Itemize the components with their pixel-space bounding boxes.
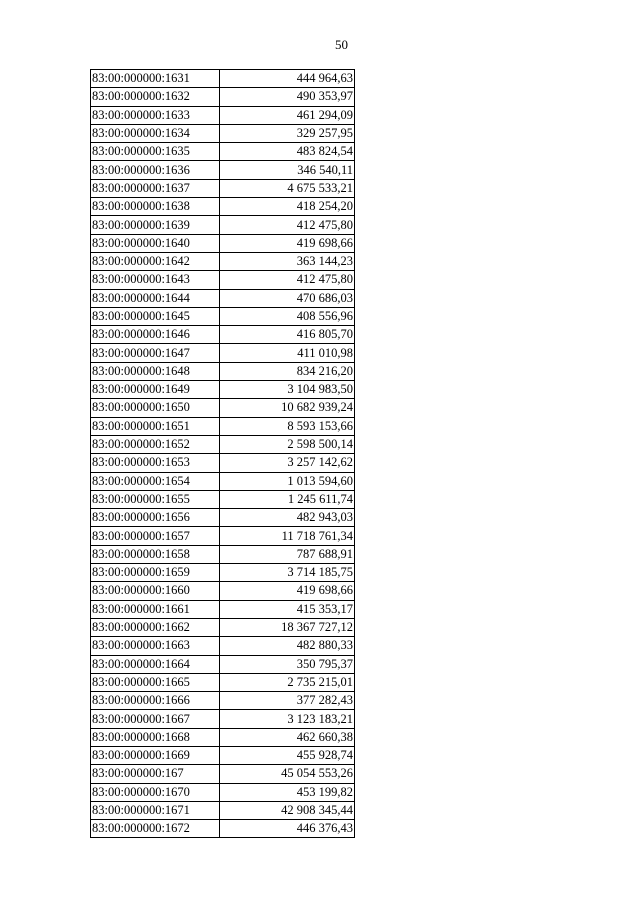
value-cell: 482 943,03 (220, 509, 355, 527)
table-row (91, 271, 355, 289)
cadastral-number-cell: 83:00:000000:1672 (91, 820, 220, 838)
cadastral-number-cell: 83:00:000000:1644 (91, 289, 220, 307)
cadastral-number-cell: 83:00:000000:1660 (91, 582, 220, 600)
value-cell: 419 698,66 (220, 582, 355, 600)
value-cell: 8 593 153,66 (220, 417, 355, 435)
table-row (91, 490, 355, 508)
value-cell: 418 254,20 (220, 198, 355, 216)
value-cell: 455 928,74 (220, 746, 355, 764)
table-row (91, 801, 355, 819)
value-cell: 444 964,63 (220, 70, 355, 88)
cadastral-number-cell: 83:00:000000:1653 (91, 454, 220, 472)
cadastral-number-cell: 83:00:000000:1664 (91, 655, 220, 673)
value-cell: 412 475,80 (220, 271, 355, 289)
table-row (91, 509, 355, 527)
value-cell: 3 714 185,75 (220, 564, 355, 582)
table-row (91, 820, 355, 838)
cadastral-number-cell: 83:00:000000:1647 (91, 344, 220, 362)
cadastral-number-cell: 83:00:000000:1652 (91, 435, 220, 453)
value-cell: 412 475,80 (220, 216, 355, 234)
cadastral-number-cell: 83:00:000000:1637 (91, 179, 220, 197)
cadastral-number-cell: 83:00:000000:1643 (91, 271, 220, 289)
table-row (91, 252, 355, 270)
cadastral-number-cell: 83:00:000000:1671 (91, 801, 220, 819)
cadastral-number-cell: 83:00:000000:1632 (91, 88, 220, 106)
value-cell: 461 294,09 (220, 106, 355, 124)
value-cell: 3 257 142,62 (220, 454, 355, 472)
value-cell: 45 054 553,26 (220, 765, 355, 783)
cadastral-number-cell: 83:00:000000:1635 (91, 143, 220, 161)
table-row (91, 179, 355, 197)
cadastral-number-cell: 83:00:000000:1648 (91, 362, 220, 380)
table-row (91, 545, 355, 563)
value-cell: 363 144,23 (220, 252, 355, 270)
table-row (91, 527, 355, 545)
table-row (91, 728, 355, 746)
cadastral-number-cell: 83:00:000000:1639 (91, 216, 220, 234)
table-row (91, 216, 355, 234)
cadastral-number-cell: 83:00:000000:1662 (91, 618, 220, 636)
value-cell: 408 556,96 (220, 307, 355, 325)
cadastral-number-cell: 83:00:000000:1650 (91, 399, 220, 417)
value-cell: 483 824,54 (220, 143, 355, 161)
table-row (91, 70, 355, 88)
cadastral-number-cell: 83:00:000000:1651 (91, 417, 220, 435)
table-row (91, 417, 355, 435)
value-cell: 346 540,11 (220, 161, 355, 179)
table-row (91, 161, 355, 179)
table-row (91, 454, 355, 472)
table-row (91, 381, 355, 399)
table-row (91, 143, 355, 161)
value-cell: 419 698,66 (220, 234, 355, 252)
value-cell: 416 805,70 (220, 326, 355, 344)
table-row (91, 673, 355, 691)
cadastral-number-cell: 83:00:000000:1659 (91, 564, 220, 582)
cadastral-number-cell: 83:00:000000:1642 (91, 252, 220, 270)
value-cell: 470 686,03 (220, 289, 355, 307)
value-cell: 10 682 939,24 (220, 399, 355, 417)
cadastral-number-cell: 83:00:000000:1636 (91, 161, 220, 179)
value-cell: 1 013 594,60 (220, 472, 355, 490)
cadastral-number-cell: 83:00:000000:1667 (91, 710, 220, 728)
table-row (91, 472, 355, 490)
table-row (91, 600, 355, 618)
value-cell: 787 688,91 (220, 545, 355, 563)
cadastral-value-table (90, 69, 355, 838)
cadastral-number-cell: 83:00:000000:1631 (91, 70, 220, 88)
table-row (91, 582, 355, 600)
cadastral-number-cell: 83:00:000000:1640 (91, 234, 220, 252)
table-row (91, 88, 355, 106)
table-row (91, 746, 355, 764)
table-row (91, 765, 355, 783)
value-cell: 2 598 500,14 (220, 435, 355, 453)
table-row (91, 124, 355, 142)
cadastral-number-cell: 83:00:000000:1634 (91, 124, 220, 142)
table-row (91, 618, 355, 636)
value-cell: 18 367 727,12 (220, 618, 355, 636)
table-row (91, 106, 355, 124)
table-row (91, 307, 355, 325)
value-cell: 4 675 533,21 (220, 179, 355, 197)
table-row (91, 198, 355, 216)
table-row (91, 289, 355, 307)
table-row (91, 344, 355, 362)
table-row (91, 637, 355, 655)
table-row (91, 783, 355, 801)
value-cell: 482 880,33 (220, 637, 355, 655)
value-cell: 411 010,98 (220, 344, 355, 362)
table-row (91, 692, 355, 710)
value-cell: 377 282,43 (220, 692, 355, 710)
page-number: 50 (335, 37, 348, 52)
cadastral-number-cell: 83:00:000000:1646 (91, 326, 220, 344)
cadastral-number-cell: 83:00:000000:1669 (91, 746, 220, 764)
table-row (91, 564, 355, 582)
cadastral-number-cell: 83:00:000000:1661 (91, 600, 220, 618)
cadastral-number-cell: 83:00:000000:1663 (91, 637, 220, 655)
value-cell: 350 795,37 (220, 655, 355, 673)
cadastral-number-cell: 83:00:000000:1633 (91, 106, 220, 124)
value-cell: 462 660,38 (220, 728, 355, 746)
cadastral-number-cell: 83:00:000000:1649 (91, 381, 220, 399)
table-row (91, 655, 355, 673)
value-cell: 3 104 983,50 (220, 381, 355, 399)
table-row (91, 435, 355, 453)
table-row (91, 362, 355, 380)
value-cell: 3 123 183,21 (220, 710, 355, 728)
cadastral-number-cell: 83:00:000000:1665 (91, 673, 220, 691)
value-cell: 834 216,20 (220, 362, 355, 380)
table-row (91, 234, 355, 252)
cadastral-number-cell: 83:00:000000:1666 (91, 692, 220, 710)
cadastral-number-cell: 83:00:000000:1657 (91, 527, 220, 545)
table-row (91, 399, 355, 417)
value-cell: 415 353,17 (220, 600, 355, 618)
value-cell: 11 718 761,34 (220, 527, 355, 545)
table-row (91, 710, 355, 728)
cadastral-number-cell: 83:00:000000:167 (91, 765, 220, 783)
value-cell: 490 353,97 (220, 88, 355, 106)
cadastral-number-cell: 83:00:000000:1638 (91, 198, 220, 216)
table-row (91, 326, 355, 344)
table-body (91, 70, 355, 838)
cadastral-number-cell: 83:00:000000:1668 (91, 728, 220, 746)
value-cell: 453 199,82 (220, 783, 355, 801)
value-cell: 446 376,43 (220, 820, 355, 838)
value-cell: 329 257,95 (220, 124, 355, 142)
cadastral-number-cell: 83:00:000000:1656 (91, 509, 220, 527)
value-cell: 2 735 215,01 (220, 673, 355, 691)
cadastral-number-cell: 83:00:000000:1655 (91, 490, 220, 508)
cadastral-number-cell: 83:00:000000:1658 (91, 545, 220, 563)
value-cell: 1 245 611,74 (220, 490, 355, 508)
cadastral-number-cell: 83:00:000000:1654 (91, 472, 220, 490)
cadastral-number-cell: 83:00:000000:1645 (91, 307, 220, 325)
cadastral-number-cell: 83:00:000000:1670 (91, 783, 220, 801)
value-cell: 42 908 345,44 (220, 801, 355, 819)
